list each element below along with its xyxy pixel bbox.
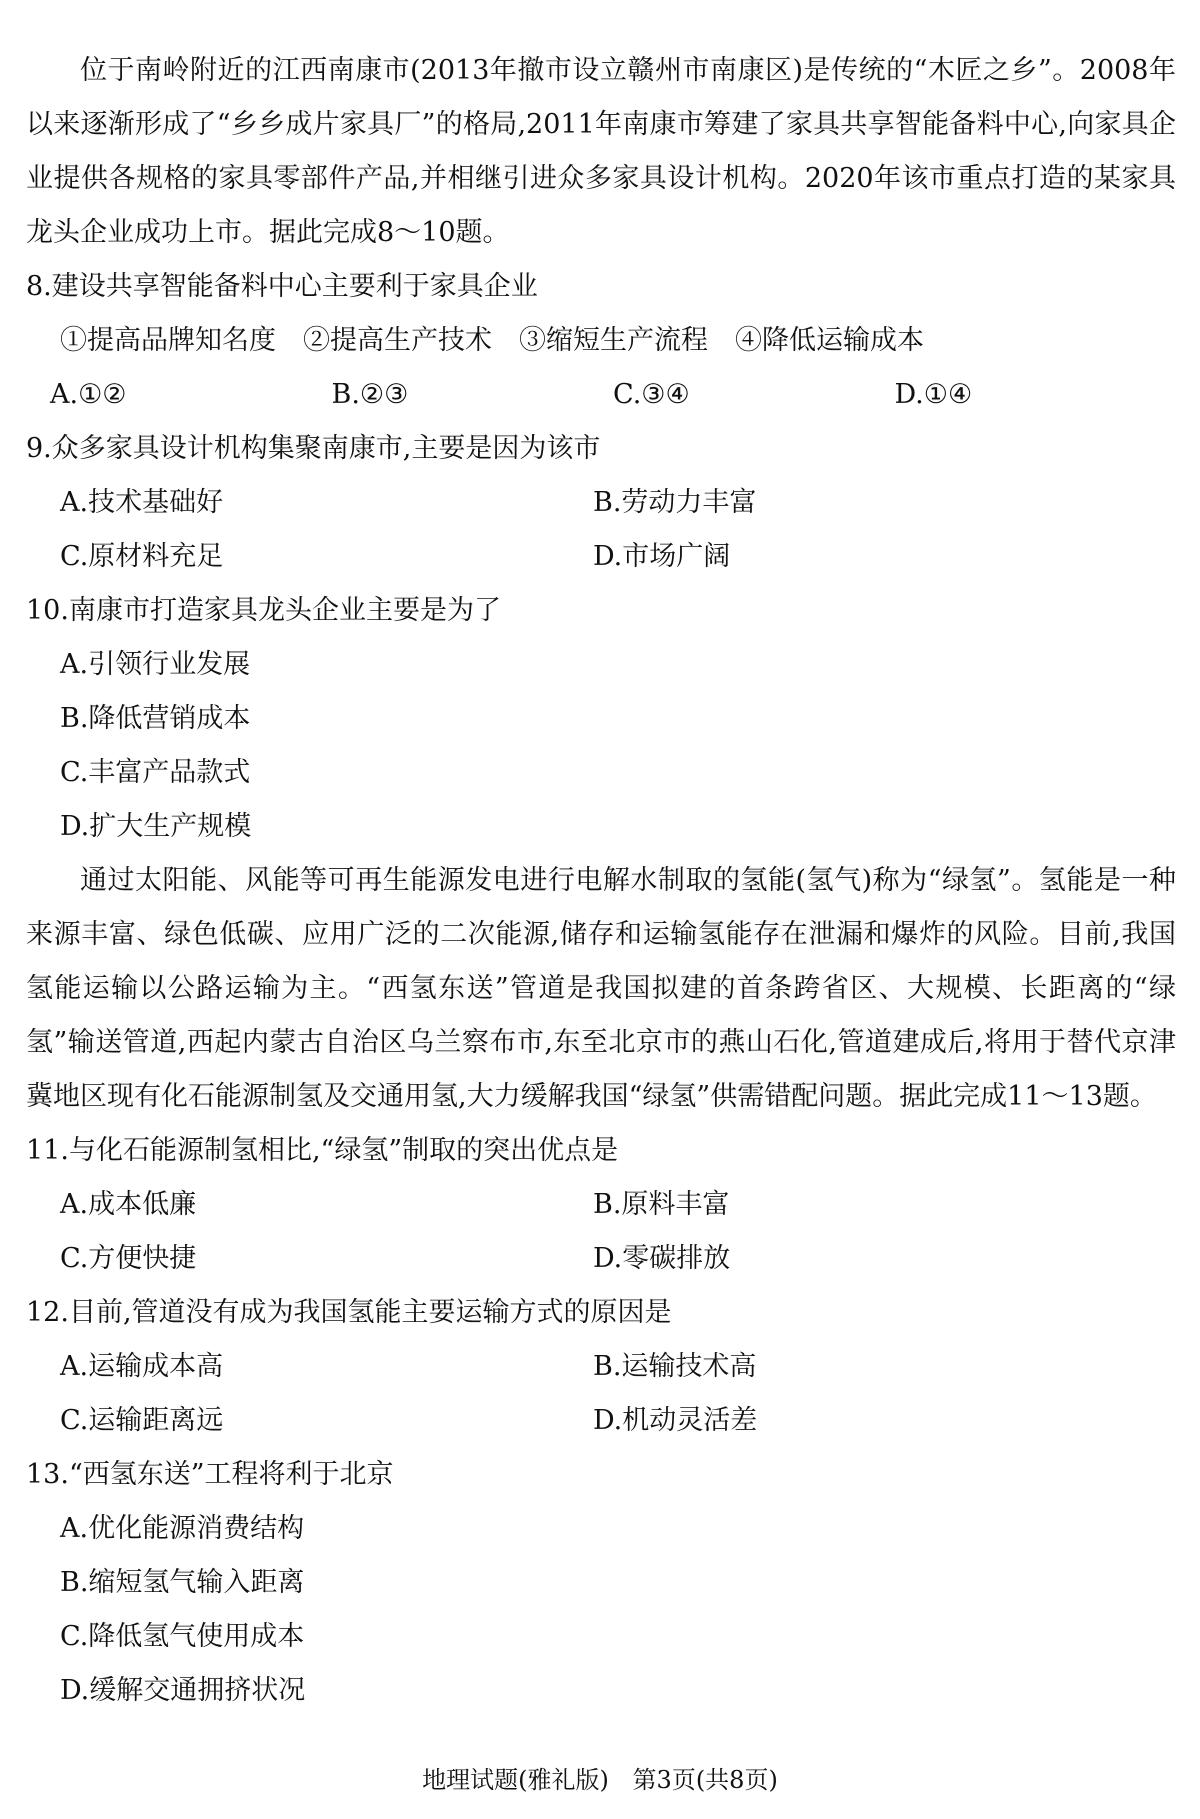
option-a: A.技术基础好 xyxy=(60,487,224,518)
question-12-options-row-2 xyxy=(26,1394,1176,1448)
option-d: D.市场广阔 xyxy=(593,541,731,572)
question-8-options xyxy=(26,368,1176,422)
option-c: C.降低氢气使用成本 xyxy=(60,1621,305,1652)
option-a: A.优化能源消费结构 xyxy=(60,1513,305,1544)
question-8-stem: 8.建设共享智能备料中心主要利于家具企业 xyxy=(26,271,538,302)
option-a: A.①② xyxy=(50,379,127,410)
option-c: C.运输距离远 xyxy=(60,1405,224,1436)
option-c: C.原材料充足 xyxy=(60,541,224,572)
question-10 xyxy=(26,584,1176,854)
option-a: A.成本低廉 xyxy=(60,1189,197,1220)
question-11-options-row-2 xyxy=(26,1232,1176,1286)
option-b: B.运输技术高 xyxy=(593,1351,757,1382)
option-d: D.①④ xyxy=(894,379,973,410)
option-b: B.降低营销成本 xyxy=(60,703,251,734)
passage-2: 通过太阳能、风能等可再生能源发电进行电解水制取的氢能(氢气)称为“绿氢”。氢能是一种来源丰富、绿色低碳、应用广泛的二次能源,储存和运输氢能存在泄漏和爆炸的风险。目前,我国氢能运输以公路运输为主。“西氢东送”管道是我国拟建的首条跨省区、大规模、长距离的“绿氢”输送管道,西起内蒙古自治区乌兰察布市,东至北京市的燕山石化,管道建成后,将用于替代京津冀地区现有化石能源制氢及交通用氢,大力缓解我国“绿氢”供需错配问题。据此完成11～13题。 xyxy=(26,865,1176,1112)
question-12-stem: 12.目前,管道没有成为我国氢能主要运输方式的原因是 xyxy=(26,1297,672,1328)
option-b: B.劳动力丰富 xyxy=(593,487,757,518)
option-d: D.缓解交通拥挤状况 xyxy=(60,1675,306,1706)
option-b: B.缩短氢气输入距离 xyxy=(60,1567,305,1598)
question-10-stem: 10.南康市打造家具龙头企业主要是为了 xyxy=(26,595,501,626)
question-11-stem: 11.与化石能源制氢相比,“绿氢”制取的突出优点是 xyxy=(26,1135,619,1166)
option-d: D.零碳排放 xyxy=(593,1243,731,1274)
question-13-stem: 13.“西氢东送”工程将利于北京 xyxy=(26,1459,394,1490)
option-a: A.引领行业发展 xyxy=(60,649,251,680)
passage-1: 位于南岭附近的江西南康市(2013年撤市设立赣州市南康区)是传统的“木匠之乡”。2008年以来逐渐形成了“乡乡成片家具厂”的格局,2011年南康市筹建了家具共享智能备料中心,向家具企业提供各规格的家具零部件产品,并相继引进众多家具设计机构。2020年该市重点打造的某家具龙头企业成功上市。据此完成8～10题。 xyxy=(26,55,1176,248)
question-11 xyxy=(26,1124,1176,1286)
question-8 xyxy=(26,260,1176,422)
option-c: C.③④ xyxy=(613,379,690,410)
option-d: D.机动灵活差 xyxy=(593,1405,758,1436)
question-9-options-row-2 xyxy=(26,530,1176,584)
option-d: D.扩大生产规模 xyxy=(60,811,252,842)
question-12 xyxy=(26,1286,1176,1448)
question-9-options-row-1 xyxy=(26,476,1176,530)
question-11-options-row-1 xyxy=(26,1178,1176,1232)
footer-page-number: 第3页(共8页) xyxy=(632,1766,778,1794)
page-footer xyxy=(0,1764,1200,1796)
question-8-statements: ①提高品牌知名度 ②提高生产技术 ③缩短生产流程 ④降低运输成本 xyxy=(60,325,924,356)
question-9-stem: 9.众多家具设计机构集聚南康市,主要是因为该市 xyxy=(26,433,601,464)
option-b: B.原料丰富 xyxy=(593,1189,730,1220)
question-12-options-row-1 xyxy=(26,1340,1176,1394)
option-a: A.运输成本高 xyxy=(60,1351,224,1382)
exam-page xyxy=(26,44,1176,1718)
option-c: C.丰富产品款式 xyxy=(60,757,251,788)
question-13 xyxy=(26,1448,1176,1718)
question-9 xyxy=(26,422,1176,584)
option-c: C.方便快捷 xyxy=(60,1243,197,1274)
option-b: B.②③ xyxy=(331,379,409,410)
footer-subject: 地理试题(雅礼版) xyxy=(422,1766,609,1794)
